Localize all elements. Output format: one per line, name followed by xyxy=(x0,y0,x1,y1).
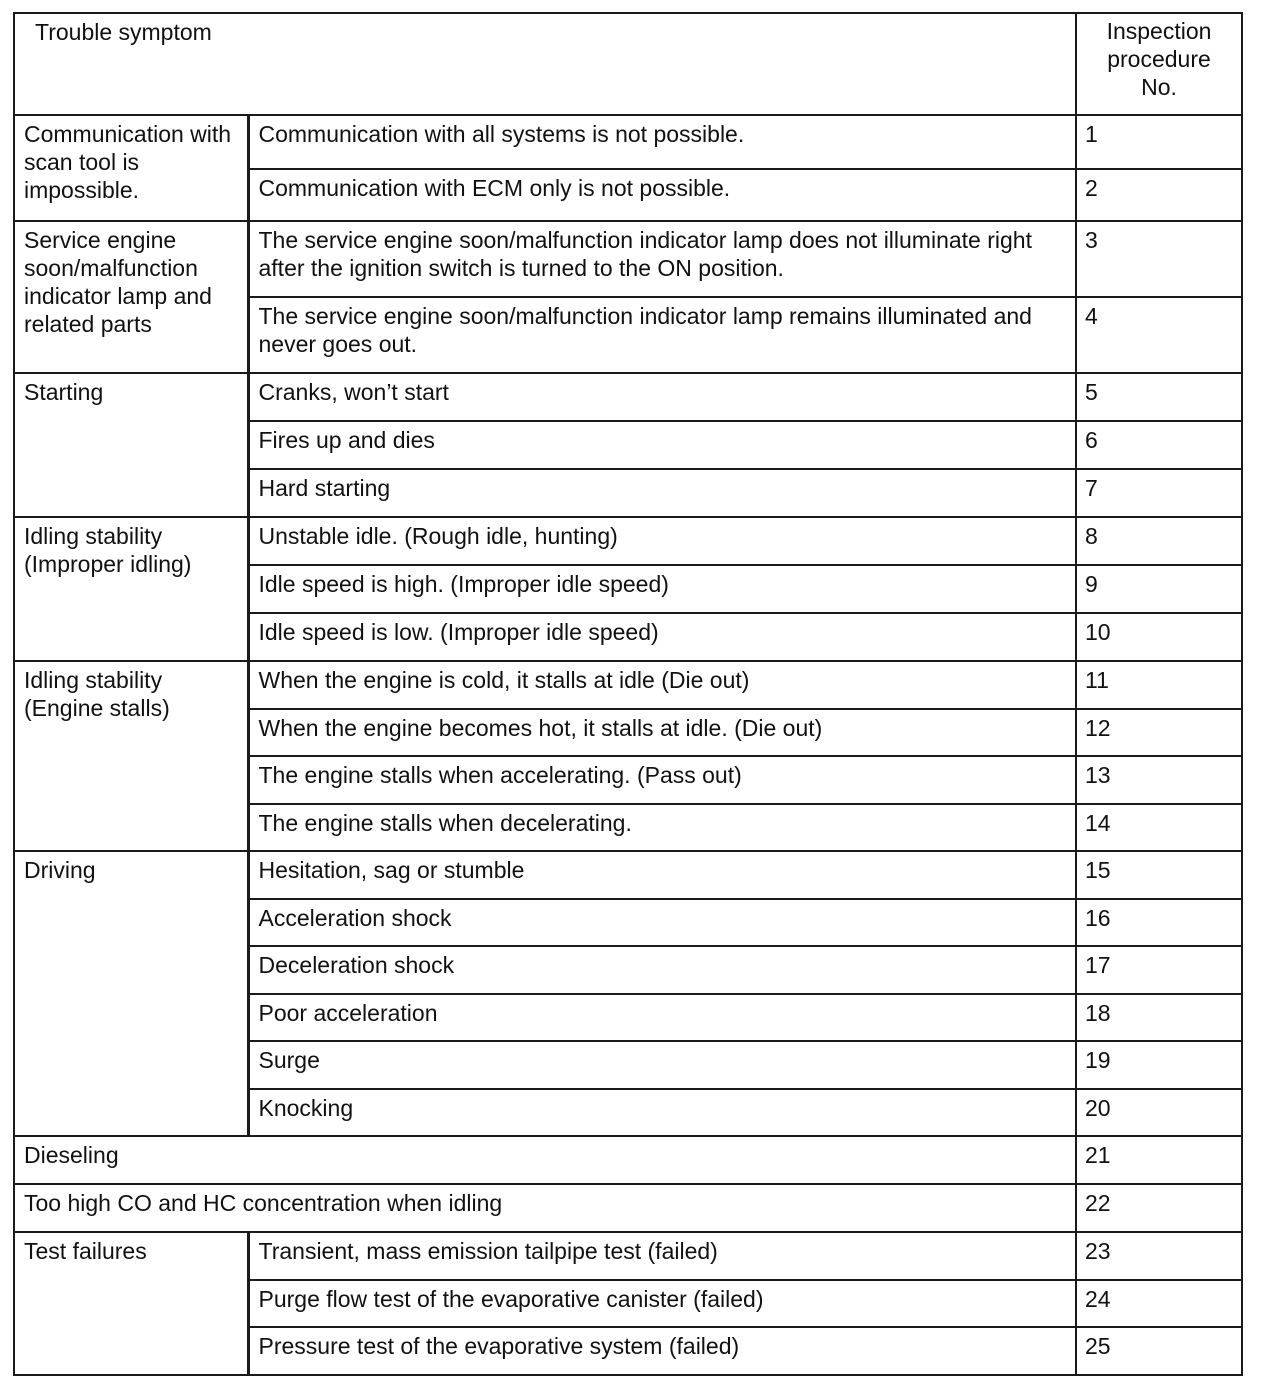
procedure-number: 19 xyxy=(1076,1041,1242,1089)
trouble-symptom-chart xyxy=(13,12,1241,1376)
procedure-number: 12 xyxy=(1076,709,1242,756)
header-procedure-line: No. xyxy=(1141,74,1177,100)
table-row xyxy=(14,1184,1242,1232)
symptom-cell: Idle speed is low. (Improper idle speed) xyxy=(248,613,1076,661)
procedure-number: 1 xyxy=(1076,115,1242,169)
procedure-number: 6 xyxy=(1076,421,1242,469)
group-label: Driving xyxy=(14,851,248,1136)
group-label: Idling stability (Engine stalls) xyxy=(14,661,248,851)
symptom-cell: Fires up and dies xyxy=(248,421,1076,469)
symptom-cell: Hard starting xyxy=(248,469,1076,517)
procedure-number: 22 xyxy=(1076,1184,1242,1232)
symptom-cell: Too high CO and HC concentration when idling xyxy=(14,1184,1076,1232)
procedure-number: 21 xyxy=(1076,1136,1242,1184)
procedure-number: 4 xyxy=(1076,297,1242,373)
symptom-cell: Cranks, won’t start xyxy=(248,373,1076,421)
group-label: Communication with scan tool is impossible. xyxy=(14,115,248,221)
symptom-cell: The engine stalls when decelerating. xyxy=(248,804,1076,851)
procedure-number: 10 xyxy=(1076,613,1242,661)
symptom-cell: Communication with ECM only is not possible. xyxy=(248,169,1076,221)
group-label: Starting xyxy=(14,373,248,517)
procedure-number: 2 xyxy=(1076,169,1242,221)
symptom-table xyxy=(13,12,1243,1376)
procedure-number: 9 xyxy=(1076,565,1242,613)
symptom-cell: When the engine is cold, it stalls at idle (Die out) xyxy=(248,661,1076,709)
header-inspection-procedure-no xyxy=(1076,13,1242,115)
symptom-cell: Surge xyxy=(248,1041,1076,1089)
table-row xyxy=(14,517,1242,565)
procedure-number: 13 xyxy=(1076,756,1242,804)
symptom-cell: Acceleration shock xyxy=(248,899,1076,946)
header-row xyxy=(14,13,1242,115)
procedure-number: 20 xyxy=(1076,1089,1242,1136)
procedure-number: 8 xyxy=(1076,517,1242,565)
group-label: Test failures xyxy=(14,1232,248,1375)
symptom-cell: Purge flow test of the evaporative canister (failed) xyxy=(248,1280,1076,1327)
table-row xyxy=(14,851,1242,899)
procedure-number: 24 xyxy=(1076,1280,1242,1327)
symptom-cell: Poor acceleration xyxy=(248,994,1076,1041)
procedure-number: 11 xyxy=(1076,661,1242,709)
procedure-number: 18 xyxy=(1076,994,1242,1041)
symptom-cell: Pressure test of the evaporative system (failed) xyxy=(248,1327,1076,1375)
symptom-cell: Unstable idle. (Rough idle, hunting) xyxy=(248,517,1076,565)
procedure-number: 3 xyxy=(1076,221,1242,297)
table-row xyxy=(14,221,1242,297)
header-trouble-symptom: Trouble symptom xyxy=(14,13,1076,115)
group-label: Service engine soon/malfunction indicator lamp and related parts xyxy=(14,221,248,373)
procedure-number: 23 xyxy=(1076,1232,1242,1280)
symptom-cell: Deceleration shock xyxy=(248,946,1076,994)
procedure-number: 17 xyxy=(1076,946,1242,994)
symptom-cell: Idle speed is high. (Improper idle speed) xyxy=(248,565,1076,613)
group-label: Idling stability (Improper idling) xyxy=(14,517,248,661)
table-row xyxy=(14,1136,1242,1184)
header-procedure-line: Inspection xyxy=(1106,18,1212,44)
table-row xyxy=(14,1232,1242,1280)
symptom-cell: When the engine becomes hot, it stalls at idle. (Die out) xyxy=(248,709,1076,756)
table-row xyxy=(14,115,1242,169)
procedure-number: 7 xyxy=(1076,469,1242,517)
procedure-number: 16 xyxy=(1076,899,1242,946)
symptom-cell: Transient, mass emission tailpipe test (failed) xyxy=(248,1232,1076,1280)
procedure-number: 14 xyxy=(1076,804,1242,851)
symptom-table-body xyxy=(14,13,1242,1375)
symptom-cell: Dieseling xyxy=(14,1136,1076,1184)
table-row xyxy=(14,373,1242,421)
procedure-number: 25 xyxy=(1076,1327,1242,1375)
header-procedure-line: procedure xyxy=(1107,46,1211,72)
symptom-cell: Knocking xyxy=(248,1089,1076,1136)
symptom-cell: The service engine soon/malfunction indicator lamp remains illuminated and never goes out. xyxy=(248,297,1076,373)
symptom-cell: The service engine soon/malfunction indicator lamp does not illuminate right after the ignition switch is turned to the ON position. xyxy=(248,221,1076,297)
symptom-cell: Hesitation, sag or stumble xyxy=(248,851,1076,899)
symptom-cell: Communication with all systems is not possible. xyxy=(248,115,1076,169)
procedure-number: 15 xyxy=(1076,851,1242,899)
procedure-number: 5 xyxy=(1076,373,1242,421)
symptom-cell: The engine stalls when accelerating. (Pass out) xyxy=(248,756,1076,804)
table-row xyxy=(14,661,1242,709)
